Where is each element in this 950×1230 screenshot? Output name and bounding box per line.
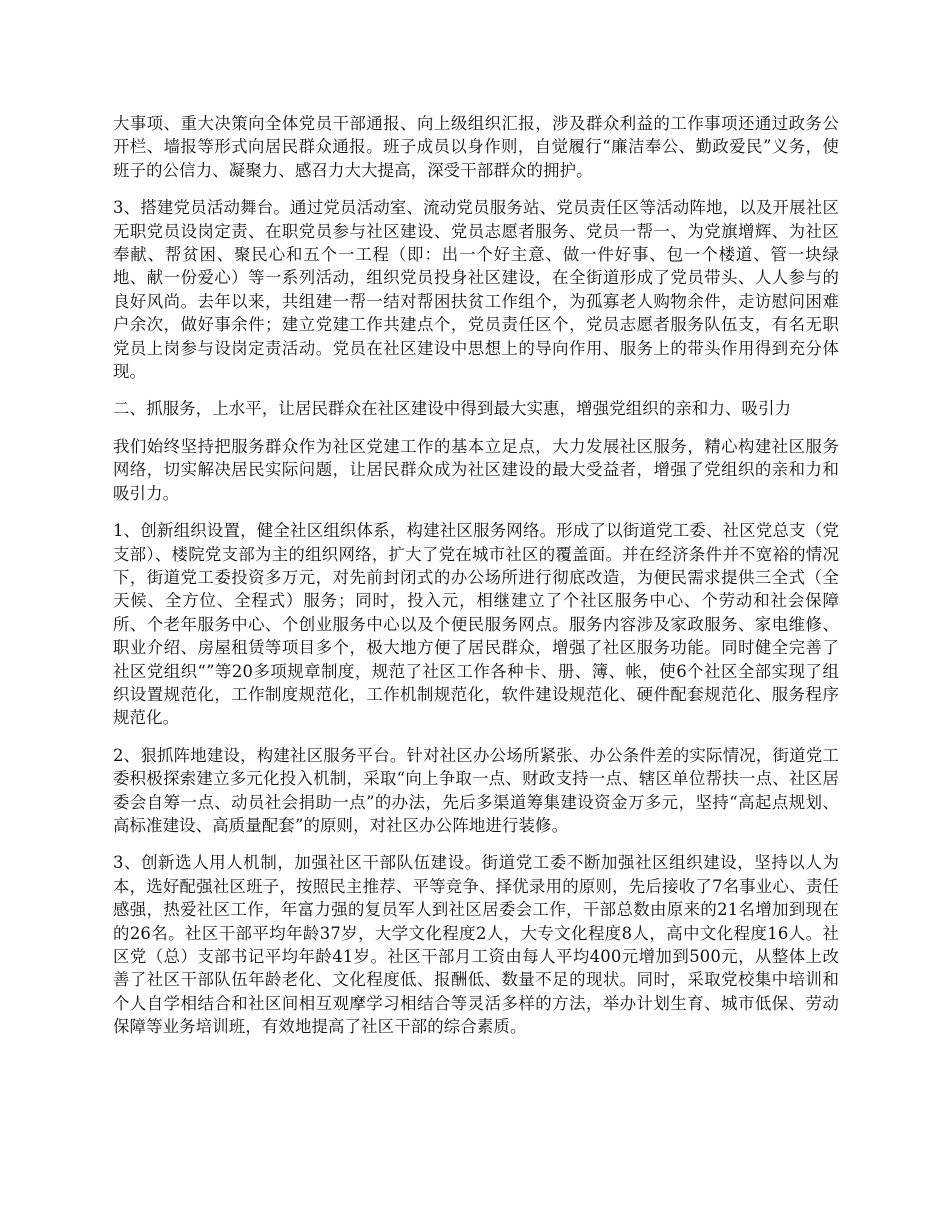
paragraph-service-overview: 我们始终坚持把服务群众作为社区党建工作的基本立足点，大力发展社区服务，精心构建社区服务网络，切实解决居民实际问题，让居民群众成为社区建设的最大受益者，增强了党组织的亲和力和吸引力。	[113, 436, 839, 503]
paragraph-cadre-mechanism: 3、创新选人用人机制，加强社区干部队伍建设。街道党工委不断加强社区组织建设，坚持以人为本，选好配强社区班子，按照民主推荐、平等竞争、择优录用的原则，先后接收了7名事业心、责任感强，热爱社区工作，年富力强的复员军人到社区居委会工作，干部总数由原来的21名增加到现在的26名。社区干部平均年龄37岁，大学文化程度2人，大专文化程度8人，高中文化程度16人。社区党（总）支部书记平均年龄41岁。社区干部月工资由每人平均400元增加到500元，从整体上改善了社区干部队伍年龄老化、文化程度低、报酬低、数量不足的现状。同时，采取党校集中培训和个人自学相结合和社区间相互观摩学习相结合等灵活多样的方法，举办计划生育、城市低保、劳动保障等业务培训班，有效地提高了社区干部的综合素质。	[113, 853, 839, 1037]
paragraph-organization-setup: 1、创新组织设置，健全社区组织体系，构建社区服务网络。形成了以街道党工委、社区党总支（党支部）、楼院党支部为主的组织网络，扩大了党在城市社区的覆盖面。并在经济条件并不宽裕的情况下，街道党工委投资多万元，对先前封闭式的办公场所进行彻底改造，为便民需求提供三全式（全天候、全方位、全程式）服务；同时，投入元，相继建立了个社区服务中心、个劳动和社会保障所、个老年服务中心、个创业服务中心以及个便民服务网点。服务内容涉及家政服务、家电维修、职业介绍、房屋租赁等项目多个，极大地方便了居民群众，增强了社区服务功能。同时健全完善了社区党组织“”等20多项规章制度，规范了社区工作各种卡、册、簿、帐，使6个社区全部实现了组织设置规范化，工作制度规范化，工作机制规范化，软件建设规范化、硬件配套规范化、服务程序规范化。	[113, 521, 839, 728]
paragraph-intro-continuation: 大事项、重大决策向全体党员干部通报、向上级组织汇报，涉及群众利益的工作事项还通过政务公开栏、墙报等形式向居民群众通报。班子成员以身作则，自觉履行“廉洁奉公、勤政爱民”义务，使班子的公信力、凝聚力、感召力大大提高，深受干部群众的拥护。	[113, 114, 839, 180]
paragraph-party-member-activities: 3、搭建党员活动舞台。通过党员活动室、流动党员服务站、党员责任区等活动阵地，以及开展社区无职党员设岗定责、在职党员参与社区建设、党员志愿者服务、党员一帮一、为党旗增辉、为社区奉献、帮贫困、聚民心和五个一工程（即：出一个好主意、做一件好事、包一个楼道、管一块绿地、献一份爱心）等一系列活动，组织党员投身社区建设，在全街道形成了党员带头、人人参与的良好风尚。去年以来，共组建一帮一结对帮困扶贫工作组个，为孤寡老人购物余件，走访慰问困难户余次，做好事余件；建立党建工作共建点个，党员责任区个，党员志愿者服务队伍支，有名无职党员上岗参与设岗定责活动。党员在社区建设中思想上的导向作用、服务上的带头作用得到充分体现。	[113, 198, 839, 382]
section-heading-service: 二、抓服务，上水平，让居民群众在社区建设中得到最大实惠，增强党组织的亲和力、吸引力	[113, 399, 792, 419]
paragraph-position-building: 2、狠抓阵地建设，构建社区服务平台。针对社区办公场所紧张、办公条件差的实际情况，街道党工委积极探索建立多元化投入机制，采取“向上争取一点、财政支持一点、辖区单位帮扶一点、社区居委会自筹一点、动员社会捐助一点”的办法，先后多渠道筹集建设资金万多元，坚持“高起点规划、高标准建设、高质量配套”的原则，对社区办公阵地进行装修。	[113, 745, 839, 835]
document-page	[113, 112, 839, 1053]
